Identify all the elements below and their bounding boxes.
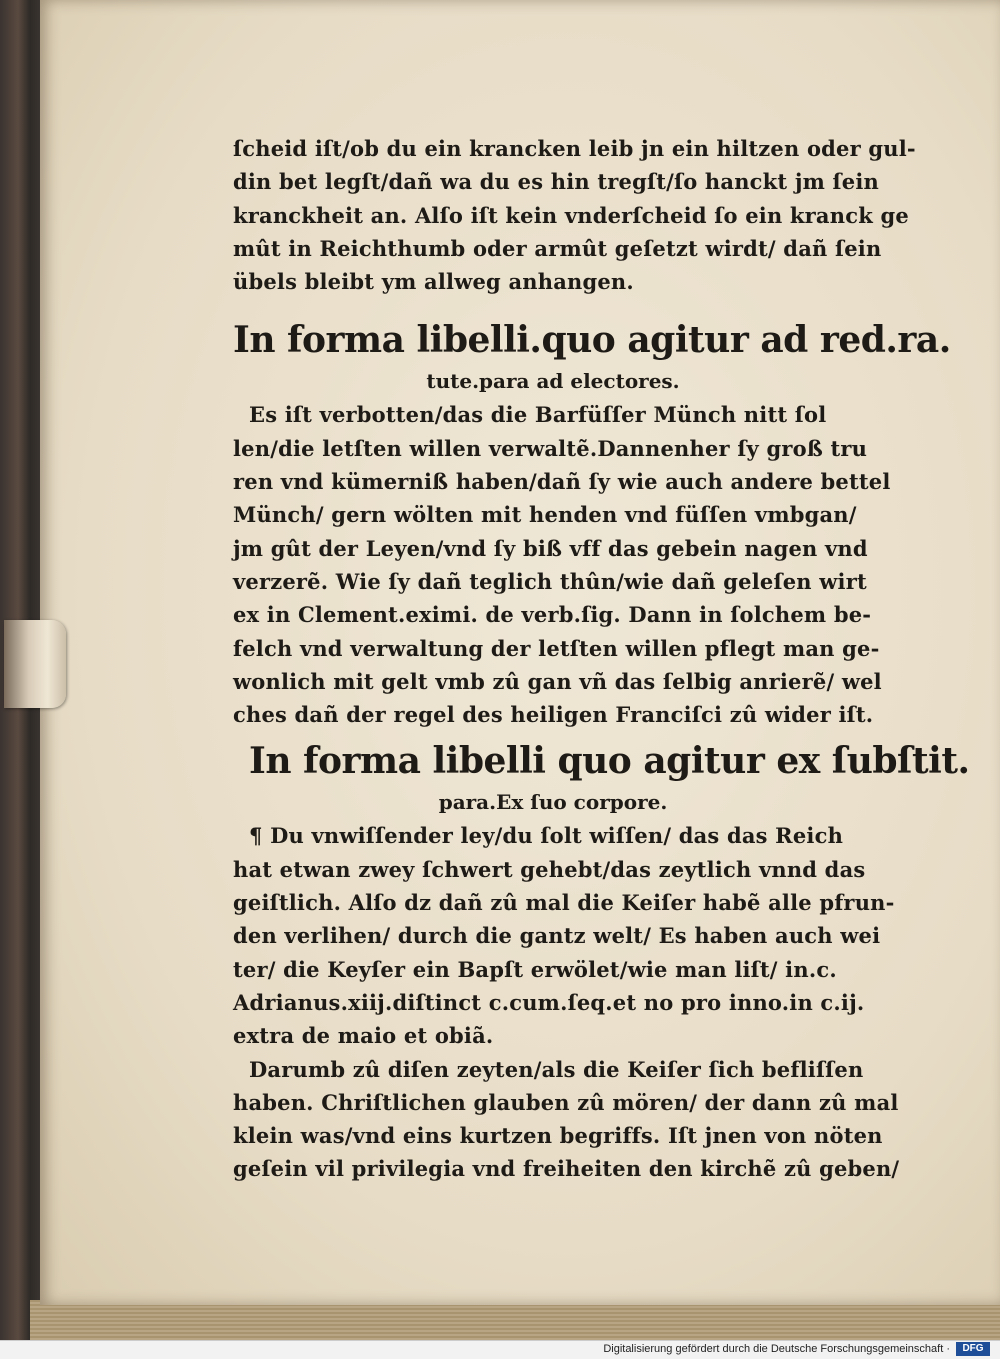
text-line: Münch/ gern wölten mit henden vnd füſſen vmbgan/ — [233, 502, 857, 528]
text-line: Es iſt verbotten/das die Barfüſſer Münch nitt ſol — [249, 402, 827, 428]
text-line: din bet legſt/dañ wa du es hin tregſt/ſo hanckt jm ſein — [233, 169, 879, 195]
text-line: len/die letſten willen verwaltẽ.Dannenher ſy groß tru — [233, 435, 868, 461]
paragraph-top — [233, 132, 916, 298]
section-subheading-2: para.Ex ſuo corpore. — [438, 790, 668, 815]
text-line: felch vnd verwaltung der letſten willen pflegt man ge‑ — [233, 635, 880, 661]
text-line: mût in Reichthumb oder armût geſetzt wirdt/ dañ ſein — [233, 235, 882, 261]
funding-credit: Digitalisierung gefördert durch die Deutsche Forschungsgemeinschaft · — [603, 1343, 950, 1355]
text-line: ren vnd kümerniß haben/dañ ſy wie auch andere bettel — [233, 469, 891, 495]
section-heading-1: In forma libelli.quo agitur ad red.ra. — [233, 319, 951, 362]
text-line: Darumb zû diſen zeyten/als die Keiſer ſich befliſſen — [249, 1056, 864, 1082]
text-line: haben. Chriſtlichen glauben zû mören/ der dann zû mal — [233, 1089, 899, 1115]
text-line: den verlihen/ durch die gantz welt/ Es haben auch wei — [233, 923, 881, 949]
section-heading-2: In forma libelli quo agitur ex ſubſtit. — [249, 740, 970, 783]
paragraph-2 — [233, 398, 913, 731]
book-page-edges — [30, 1300, 1000, 1340]
section-subheading-1: tute.para ad electores. — [426, 369, 680, 394]
text-line: ex in Clement.eximi. de verb.ſig. Dann in ſolchem be‑ — [233, 602, 872, 628]
text-line: ter/ die Keyſer ein Bapſt erwölet/wie man liſt/ in.c. — [233, 956, 837, 982]
text-line: wonlich mit gelt vmb zû gan vñ das ſelbig anrierẽ/ wel — [233, 668, 882, 694]
printed-text — [233, 132, 970, 1186]
text-line: extra de maio et obiã. — [233, 1023, 494, 1049]
text-line: hat etwan zwey ſchwert gehebt/das zeytlich vnnd das — [233, 856, 866, 882]
dfg-logo[interactable]: DFG — [956, 1342, 990, 1356]
text-line: klein was/vnd eins kurtzen begriffs. Iſt jnen von nöten — [233, 1123, 883, 1149]
text-line: verzerẽ. Wie ſy dañ teglich thûn/wie dañ geleſen wirt — [233, 568, 867, 594]
text-line: übels bleibt ym allweg anhangen. — [233, 269, 634, 295]
text-line: geiſtlich. Alſo dz dañ zû mal die Keiſer habẽ alle pfrun‑ — [233, 890, 895, 916]
text-line: ſcheid iſt/ob du ein krancken leib jn ein hiltzen oder gul‑ — [233, 136, 916, 161]
spacer — [233, 298, 913, 316]
paragraph-4 — [233, 1053, 913, 1186]
text-line: jm gût der Leyen/vnd ſy biß vff das gebein nagen vnd — [233, 535, 868, 561]
page-clip — [4, 620, 66, 708]
text-line: kranckheit an. Alſo iſt kein vnderſcheid ſo ein kranck ge — [233, 202, 909, 228]
text-line: ches dañ der regel des heiligen Franciſci zû wider iſt. — [233, 702, 874, 728]
text-line: Adrianus.xiij.diſtinct c.cum.ſeq.et no pro inno.in c.ij. — [233, 989, 865, 1015]
paragraph-3 — [233, 819, 913, 1052]
text-line: ¶ Du vnwiſſender ley/du ſolt wiſſen/ das das Reich — [249, 823, 844, 849]
text-line: geſein vil privilegia vnd freiheiten den kirchẽ zû geben/ — [233, 1156, 900, 1182]
